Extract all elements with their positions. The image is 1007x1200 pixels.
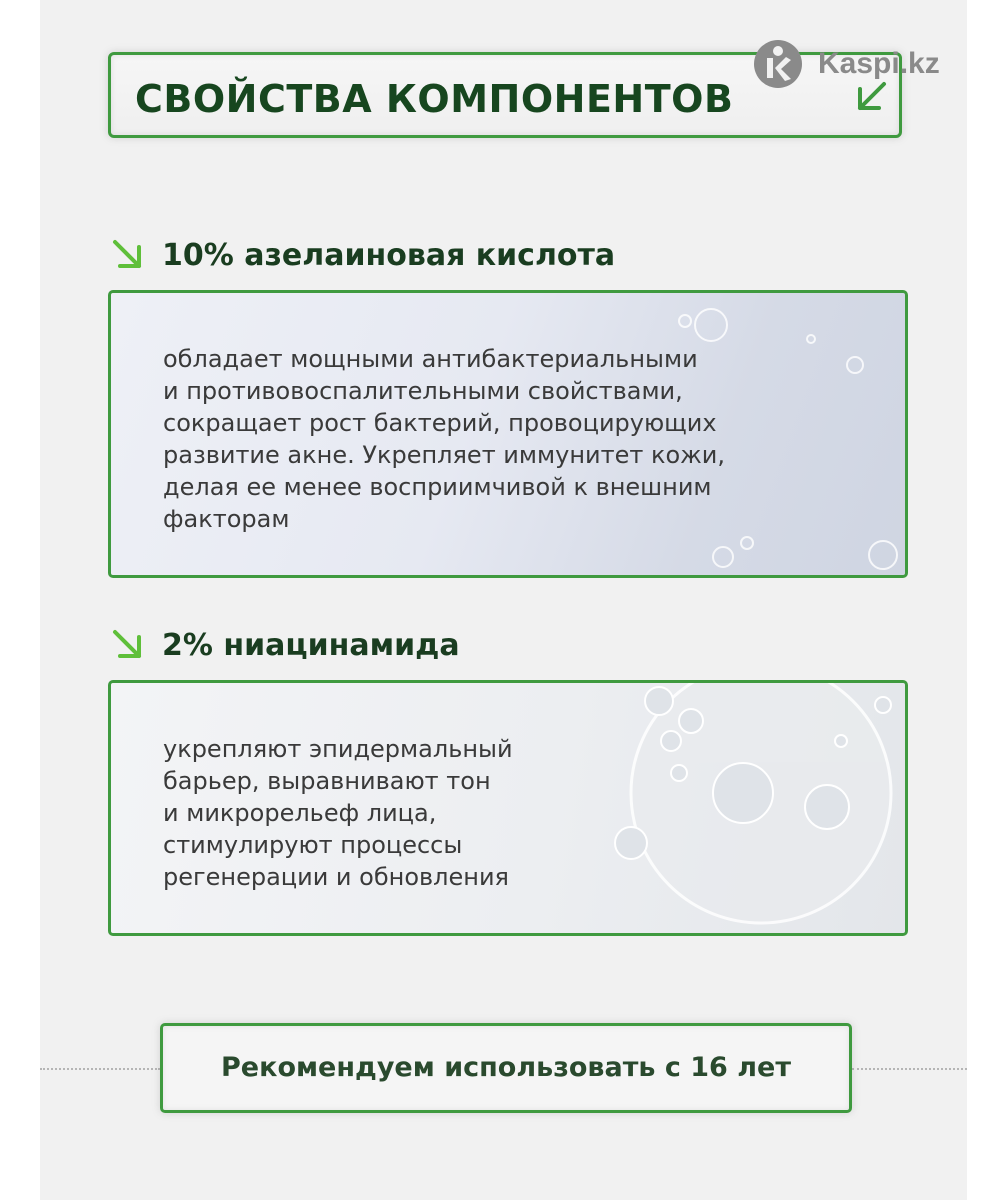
page-background	[40, 0, 967, 1200]
card-description: обладает мощными антибактериальными и противовоспалительными свойствами, сокращает рост бактерий, провоцирующих развитие акне. Укрепляет иммунитет кожи, делая ее менее восприимчивой к внешним факторам	[163, 345, 725, 533]
description-card-niacinamide	[108, 680, 908, 936]
arrow-down-right-icon	[108, 625, 148, 665]
arrow-down-right-icon	[108, 235, 148, 275]
age-recommendation-text: Рекомендуем использовать с 16 лет	[221, 1052, 791, 1083]
section-header-azelaic	[108, 230, 615, 280]
page-title: СВОЙСТВА КОМПОНЕНТОВ	[135, 77, 734, 121]
section-title: 2% ниацинамида	[162, 627, 460, 663]
kaspi-logo-icon	[752, 38, 804, 90]
section-title: 10% азелаиновая кислота	[162, 237, 616, 273]
kaspi-brand-text: Kaspi.kz	[818, 47, 940, 80]
age-recommendation-banner	[160, 1023, 852, 1113]
dotted-divider-left	[40, 1068, 160, 1070]
kaspi-watermark	[752, 38, 972, 92]
section-header-niacinamide	[108, 620, 460, 670]
card-description: укрепляют эпидермальный барьер, выравнивают тон и микрорельеф лица, стимулируют процессы регенерации и обновления	[163, 735, 513, 891]
description-card-azelaic	[108, 290, 908, 578]
dotted-divider-right	[852, 1068, 967, 1070]
